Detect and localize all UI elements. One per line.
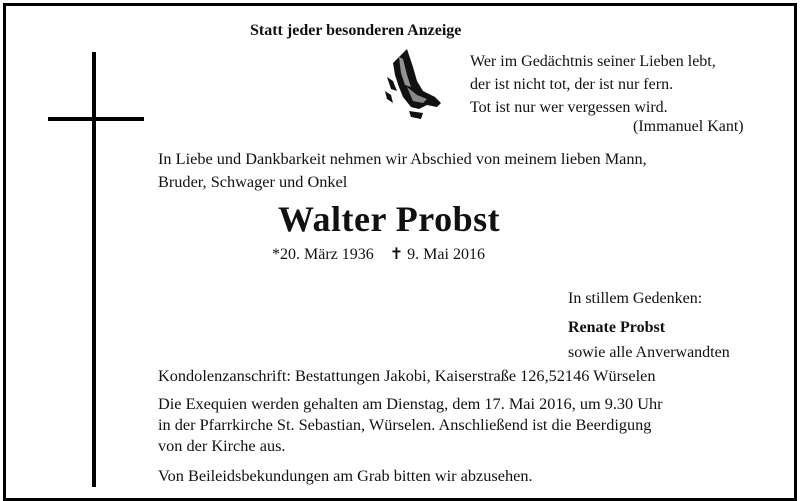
condolence-address: Kondolenzanschrift: Bestattungen Jakobi, Kaiserstraße 126,52146 Würselen: [158, 366, 656, 385]
service-info: [158, 393, 770, 456]
intro-text: [158, 147, 768, 193]
notice-header: Statt jeder besonderen Anzeige: [250, 22, 462, 39]
intro-line: Bruder, Schwager und Onkel: [158, 172, 348, 191]
birth-date: *20. März 1936: [272, 246, 374, 263]
mourners-others: sowie alle Anverwandten: [568, 344, 730, 361]
mourners-block: [568, 286, 730, 365]
quote-line: der ist nicht tot, der ist nur fern.: [470, 76, 674, 93]
intro-line: In Liebe und Dankbarkeit nehmen wir Abschied von meinem lieben Mann,: [158, 149, 647, 168]
death-date: 9. Mai 2016: [407, 246, 485, 263]
service-line: Die Exequien werden gehalten am Dienstag, dem 17. Mai 2016, um 9.30 Uhr: [158, 394, 663, 413]
closing-note: Von Beileidsbekundungen am Grab bitten wir abzusehen.: [158, 466, 533, 485]
mourners-intro: In stillem Gedenken:: [568, 290, 703, 307]
cross-icon-horizontal: [48, 117, 144, 121]
quote-line: Wer im Gedächtnis seiner Lieben lebt,: [470, 53, 716, 70]
deceased-name: Walter Probst: [278, 199, 501, 239]
mourner-name: Renate Probst: [568, 319, 666, 336]
quote-author: (Immanuel Kant): [633, 118, 744, 135]
quote-block: [470, 50, 716, 119]
death-cross-icon: ✝: [389, 246, 404, 263]
service-line: von der Kirche aus.: [158, 436, 286, 455]
service-line: in der Pfarrkirche St. Sebastian, Würselen. Anschließend ist die Beerdigung: [158, 415, 652, 434]
quote-line: Tot ist nur wer vergessen wird.: [470, 99, 668, 116]
life-dates: [272, 244, 485, 264]
praying-hands-icon: [383, 47, 443, 127]
